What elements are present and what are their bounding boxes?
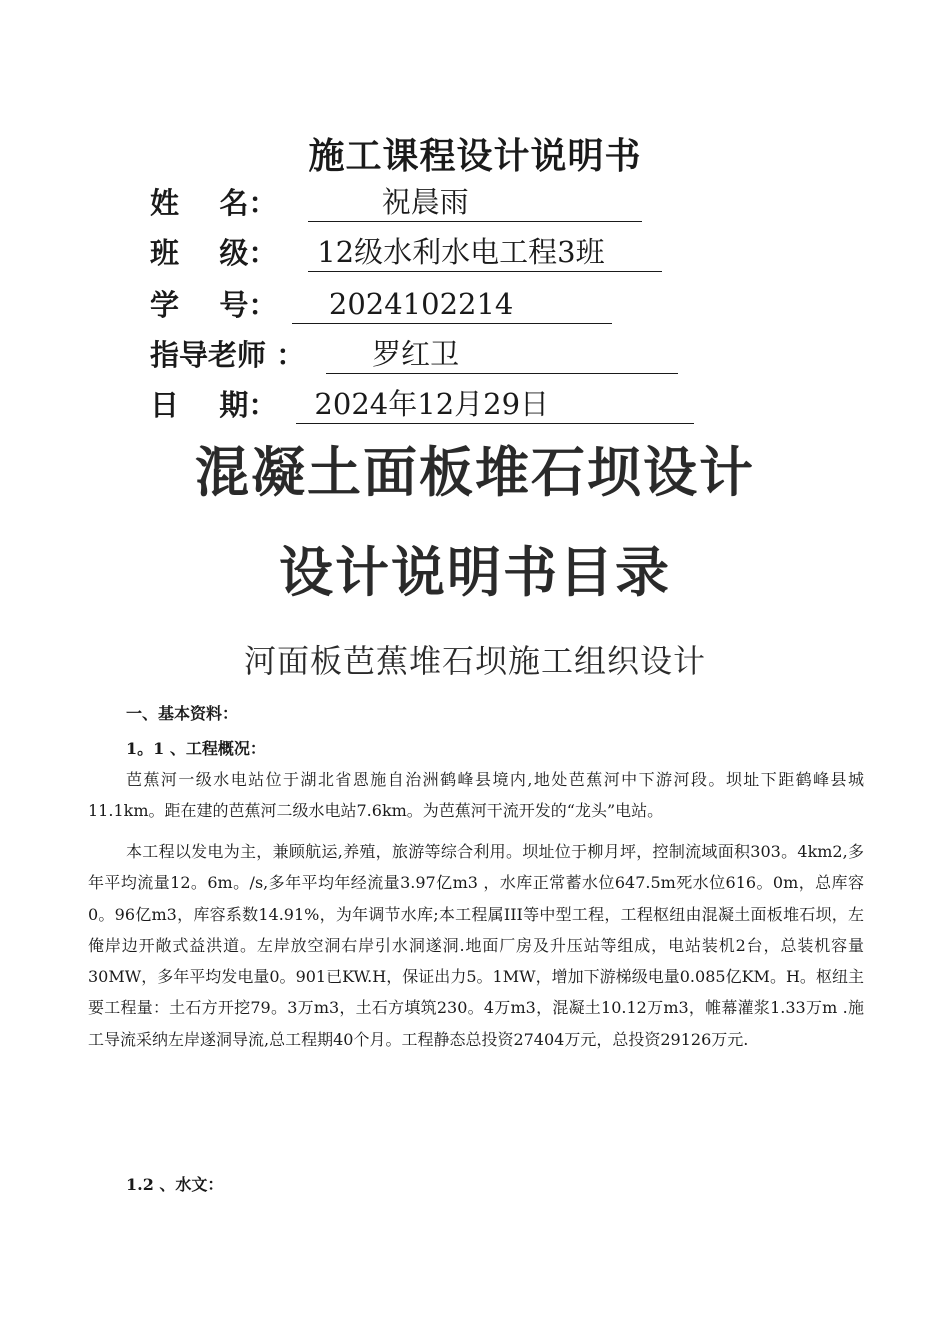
info-value: 祝晨雨 — [308, 185, 642, 222]
info-row-class — [150, 228, 662, 272]
document-title: 施工课程设计说明书 — [308, 135, 642, 177]
info-value: 罗红卫 — [326, 337, 678, 374]
info-row-advisor — [150, 330, 678, 374]
info-label: 姓 名： — [150, 186, 278, 220]
subtitle-heading: 河面板芭蕉堆石坝施工组织设计 — [243, 642, 706, 680]
toc-heading: 设计说明书目录 — [279, 540, 671, 604]
info-label: 班 级： — [150, 236, 278, 270]
info-value: 12级水利水电工程3班 — [308, 235, 662, 272]
info-row-name — [150, 178, 642, 222]
main-heading: 混凝土面板堆石坝设计 — [195, 440, 755, 504]
section-heading: 一、基本资料： — [126, 704, 239, 723]
paragraph: 芭蕉河一级水电站位于湖北省恩施自治洲鹤峰县境内,地处芭蕉河中下游河段。坝址下距鹤峰县城11.1km。距在建的芭蕉河二级水电站7.6km。为芭蕉河干流开发的“龙头”电站。 — [88, 770, 864, 821]
info-label: 日 期： — [150, 388, 278, 422]
section-heading: 1。1 、工程概况： — [126, 739, 266, 758]
info-label: 指导老师 ： — [150, 338, 306, 372]
info-row-date — [150, 380, 694, 424]
section-heading: 1.2 、水文： — [126, 1175, 224, 1194]
info-row-student-id — [150, 280, 612, 324]
info-value: 2024102214 — [292, 287, 612, 324]
paragraph: 本工程以发电为主，兼顾航运,养殖，旅游等综合利用。坝址位于柳月坪，控制流域面积303。4km2,多年平均流量12。6m。/s,多年平均年经流量3.97亿m3 ，水库正常蓄水位647.5m死水位616。0m，总库容0。96亿m3，库容系数14.91%，为年调节水库;本工程属III等中型工程，工程枢纽由混凝土面板堆石坝，左俺岸边开敞式益洪道。左岸放空洞右岸引水洞遂洞.地面厂房及升压站等组成，电站装机2台，总装机容量30MW，多年平均发电量0。901已KW.H，保证出力5。1MW，增加下游梯级电量0.085亿KM。H。枢纽主要工程量：土石方开挖79。3万m3，土石方填筑230。4万m3，混凝土10.12万m3，帷幕灌浆1.33万m .施工导流采纳左岸遂洞导流,总工程期40个月。工程静态总投资27404万元，总投资29126万元. — [88, 842, 864, 1049]
info-label: 学 号： — [150, 288, 278, 322]
info-value: 2024年12月29日 — [296, 387, 694, 424]
